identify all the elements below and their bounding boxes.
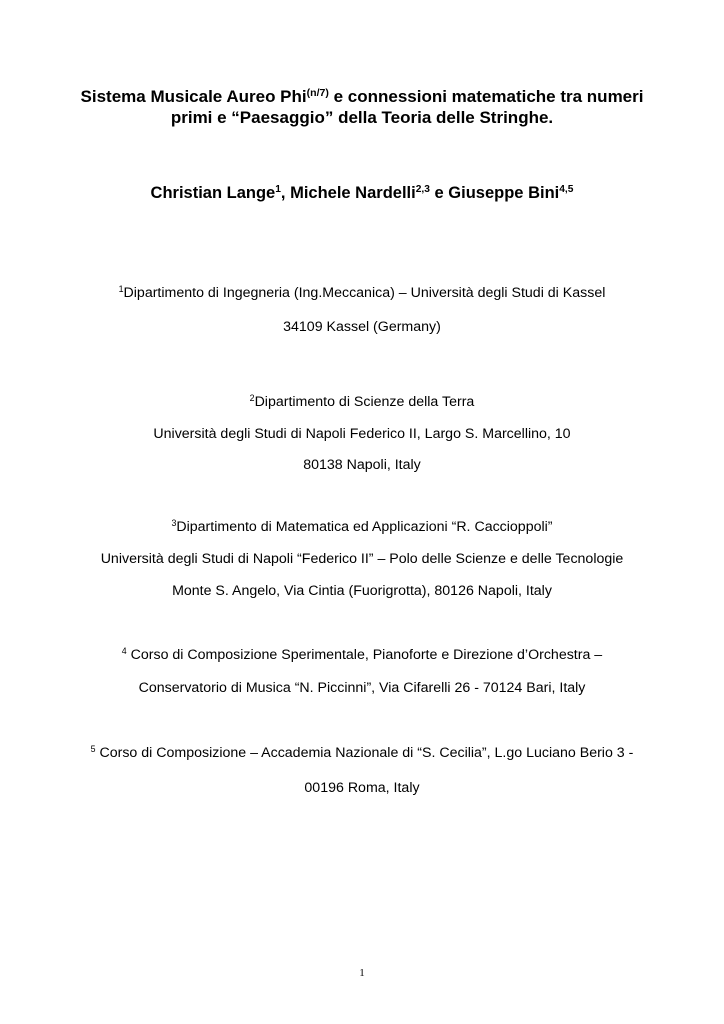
affiliation-2-line-3: 80138 Napoli, Italy	[303, 457, 421, 473]
paper-title-line-1	[0, 86, 724, 108]
title-text-continued: e connessioni matematiche tra numeri	[328, 87, 644, 106]
page-number: 1	[359, 967, 365, 979]
affiliation-2-line-1	[0, 393, 724, 411]
affiliation-text: Dipartimento di Matematica ed Applicazioni “R. Caccioppoli”	[176, 519, 553, 535]
affiliation-marker: 5	[90, 744, 96, 755]
affiliation-text: Corso di Composizione – Accademia Nazionale di “S. Cecilia”, L.go Luciano Berio 3 -	[95, 745, 634, 761]
affiliation-5-line-1	[0, 744, 724, 762]
title-superscript: (n/7)	[306, 87, 329, 100]
affiliation-2-line-2: Università degli Studi di Napoli Federico II, Largo S. Marcellino, 10	[153, 426, 571, 442]
affiliation-text: Dipartimento di Ingegneria (Ing.Meccanica) – Università degli Studi di Kassel	[123, 285, 606, 301]
author-name: Giuseppe Bini	[448, 184, 560, 202]
affiliation-marker: 4	[121, 646, 127, 657]
affiliation-3-line-1	[0, 518, 724, 536]
affiliation-1-line-1	[0, 284, 724, 302]
affiliation-3-line-2: Università degli Studi di Napoli “Federico II” – Polo delle Scienze e delle Tecnologie	[100, 551, 624, 567]
affiliation-4-line-1	[0, 646, 724, 664]
author-affiliation-marker: 2,3	[415, 184, 430, 196]
author-separator: ,	[280, 184, 291, 202]
affiliation-text: Corso di Composizione Sperimentale, Pianoforte e Direzione d’Orchestra –	[126, 647, 603, 663]
paper-title-line-2: primi e “Paesaggio” della Teoria delle Stringhe.	[170, 108, 554, 127]
title-text: Sistema Musicale Aureo Phi	[80, 87, 307, 106]
author-name: Michele Nardelli	[290, 184, 416, 202]
affiliation-3-line-3: Monte S. Angelo, Via Cintia (Fuorigrotta), 80126 Napoli, Italy	[172, 583, 552, 599]
affiliation-text: Dipartimento di Scienze della Terra	[254, 394, 475, 410]
affiliation-marker: 2	[249, 393, 255, 404]
affiliation-marker: 1	[118, 284, 124, 295]
affiliation-4-line-2: Conservatorio di Musica “N. Piccinni”, Via Cifarelli 26 - 70124 Bari, Italy	[138, 680, 586, 696]
author-list	[0, 182, 724, 204]
author-affiliation-marker: 4,5	[559, 184, 574, 196]
author-name: Christian Lange	[150, 184, 276, 202]
affiliation-5-line-2: 00196 Roma, Italy	[304, 780, 420, 796]
author-affiliation-marker: 1	[275, 184, 281, 196]
affiliation-1-line-2: 34109 Kassel (Germany)	[283, 319, 441, 335]
affiliation-marker: 3	[171, 518, 177, 529]
author-separator: e	[429, 184, 449, 202]
